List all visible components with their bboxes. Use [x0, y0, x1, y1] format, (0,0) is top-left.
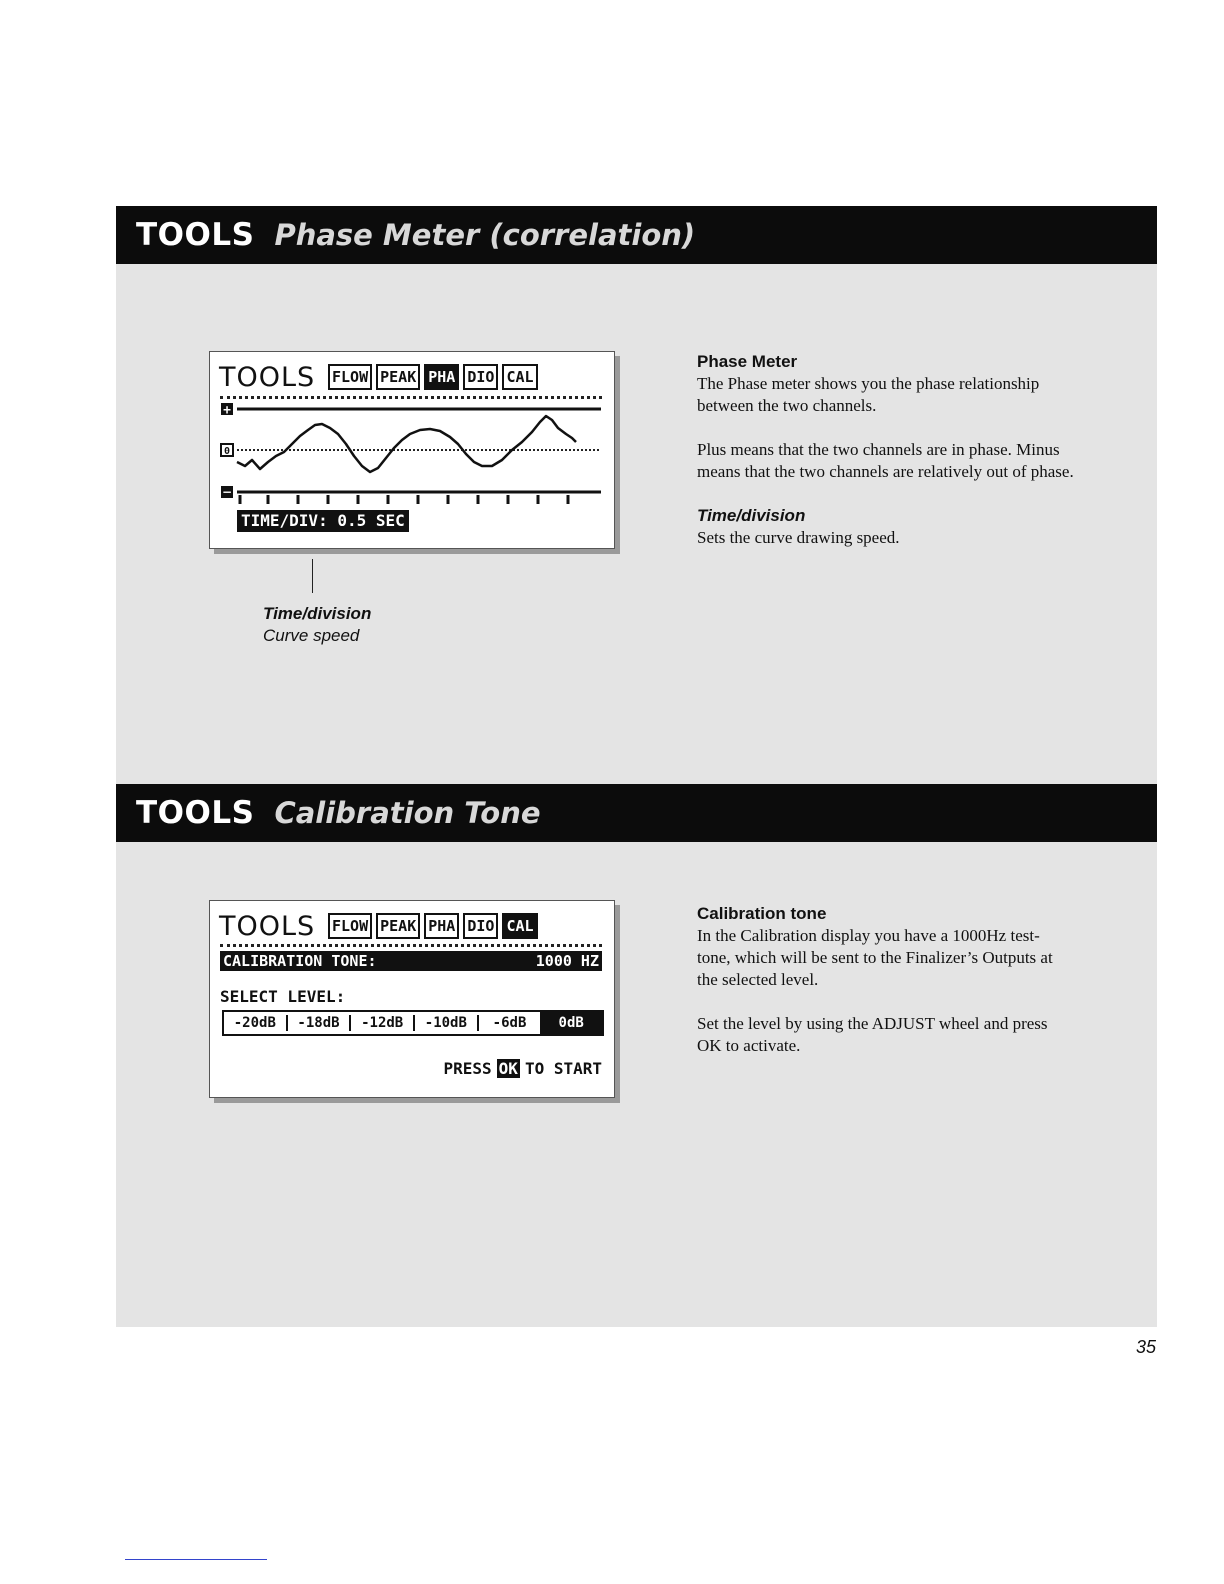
calibration-tone-label: CALIBRATION TONE: — [223, 952, 377, 970]
page-number: 35 — [1135, 1337, 1156, 1357]
level-option: -12dB — [351, 1015, 415, 1031]
section1-heading-keyword: TOOLS — [136, 217, 255, 253]
lcd-title: TOOLS — [219, 362, 316, 393]
section2-header — [116, 784, 1157, 842]
time-division-heading: Time/division — [697, 506, 806, 525]
time-div-label: TIME/DIV: 0.5 SEC — [237, 510, 409, 532]
press-ok-hint — [444, 1059, 603, 1078]
ok-badge: OK — [498, 1059, 518, 1078]
phase-curve — [237, 416, 576, 472]
tab-dio: DIO — [463, 364, 498, 390]
section1-description — [697, 351, 1097, 571]
section1-header — [116, 206, 1157, 264]
tab-dio: DIO — [463, 913, 498, 939]
level-option: -18dB — [288, 1015, 352, 1031]
tab-pha: PHA — [424, 364, 459, 390]
callout-text: Curve speed — [263, 626, 360, 645]
section2-description — [697, 903, 1057, 1079]
calibration-para2: Set the level by using the ADJUST wheel and press OK to activate. — [697, 1014, 1048, 1055]
tab-cal: CAL — [502, 913, 537, 939]
to-start-text: TO START — [524, 1059, 602, 1078]
calibration-tone-value: 1000 HZ — [535, 952, 599, 970]
level-option-selected: 0dB — [540, 1012, 602, 1034]
tab-peak: PEAK — [376, 913, 420, 939]
footer-rule — [125, 1559, 267, 1560]
minus-marker: − — [221, 485, 233, 499]
calibration-tone-bar — [220, 951, 602, 971]
phase-meter-para2: Plus means that the two channels are in phase. Minus means that the two channels are relatively out of phase. — [697, 440, 1074, 481]
time-division-callout — [263, 603, 371, 647]
lcd-header-divider — [220, 944, 602, 947]
level-option: -6dB — [492, 1015, 527, 1031]
tab-flow: FLOW — [328, 913, 372, 939]
lcd-tab-bar — [328, 913, 538, 939]
tab-flow: FLOW — [328, 364, 372, 390]
phase-meter-heading: Phase Meter — [697, 352, 798, 371]
level-selector — [222, 1010, 604, 1036]
time-ticks — [240, 495, 568, 504]
tab-peak: PEAK — [376, 364, 420, 390]
section2-heading-subtitle: Calibration Tone — [274, 796, 541, 830]
phase-meter-display — [209, 351, 615, 549]
level-option: -20dB — [224, 1015, 288, 1031]
tab-cal: CAL — [502, 364, 537, 390]
select-level-label: SELECT LEVEL: — [220, 987, 346, 1006]
section1-heading-subtitle: Phase Meter (correlation) — [274, 218, 696, 252]
zero-marker: 0 — [223, 446, 231, 457]
calibration-display — [209, 900, 615, 1098]
section2-heading-keyword: TOOLS — [136, 795, 255, 831]
phase-meter-para1: The Phase meter shows you the phase relationship between the two channels. — [697, 374, 1040, 415]
callout-title: Time/division — [263, 604, 372, 623]
press-text: PRESS — [443, 1059, 492, 1078]
calibration-tone-heading: Calibration tone — [697, 904, 827, 923]
tab-pha: PHA — [424, 913, 459, 939]
time-division-para: Sets the curve drawing speed. — [697, 528, 900, 547]
plus-marker: + — [223, 403, 231, 418]
callout-leader-line — [312, 559, 313, 593]
lcd-title: TOOLS — [219, 911, 316, 942]
level-option: -10dB — [415, 1015, 479, 1031]
calibration-para1: In the Calibration display you have a 1000Hz test-tone, which will be sent to the Finalizer’s Outputs at the selected level. — [697, 926, 1053, 989]
